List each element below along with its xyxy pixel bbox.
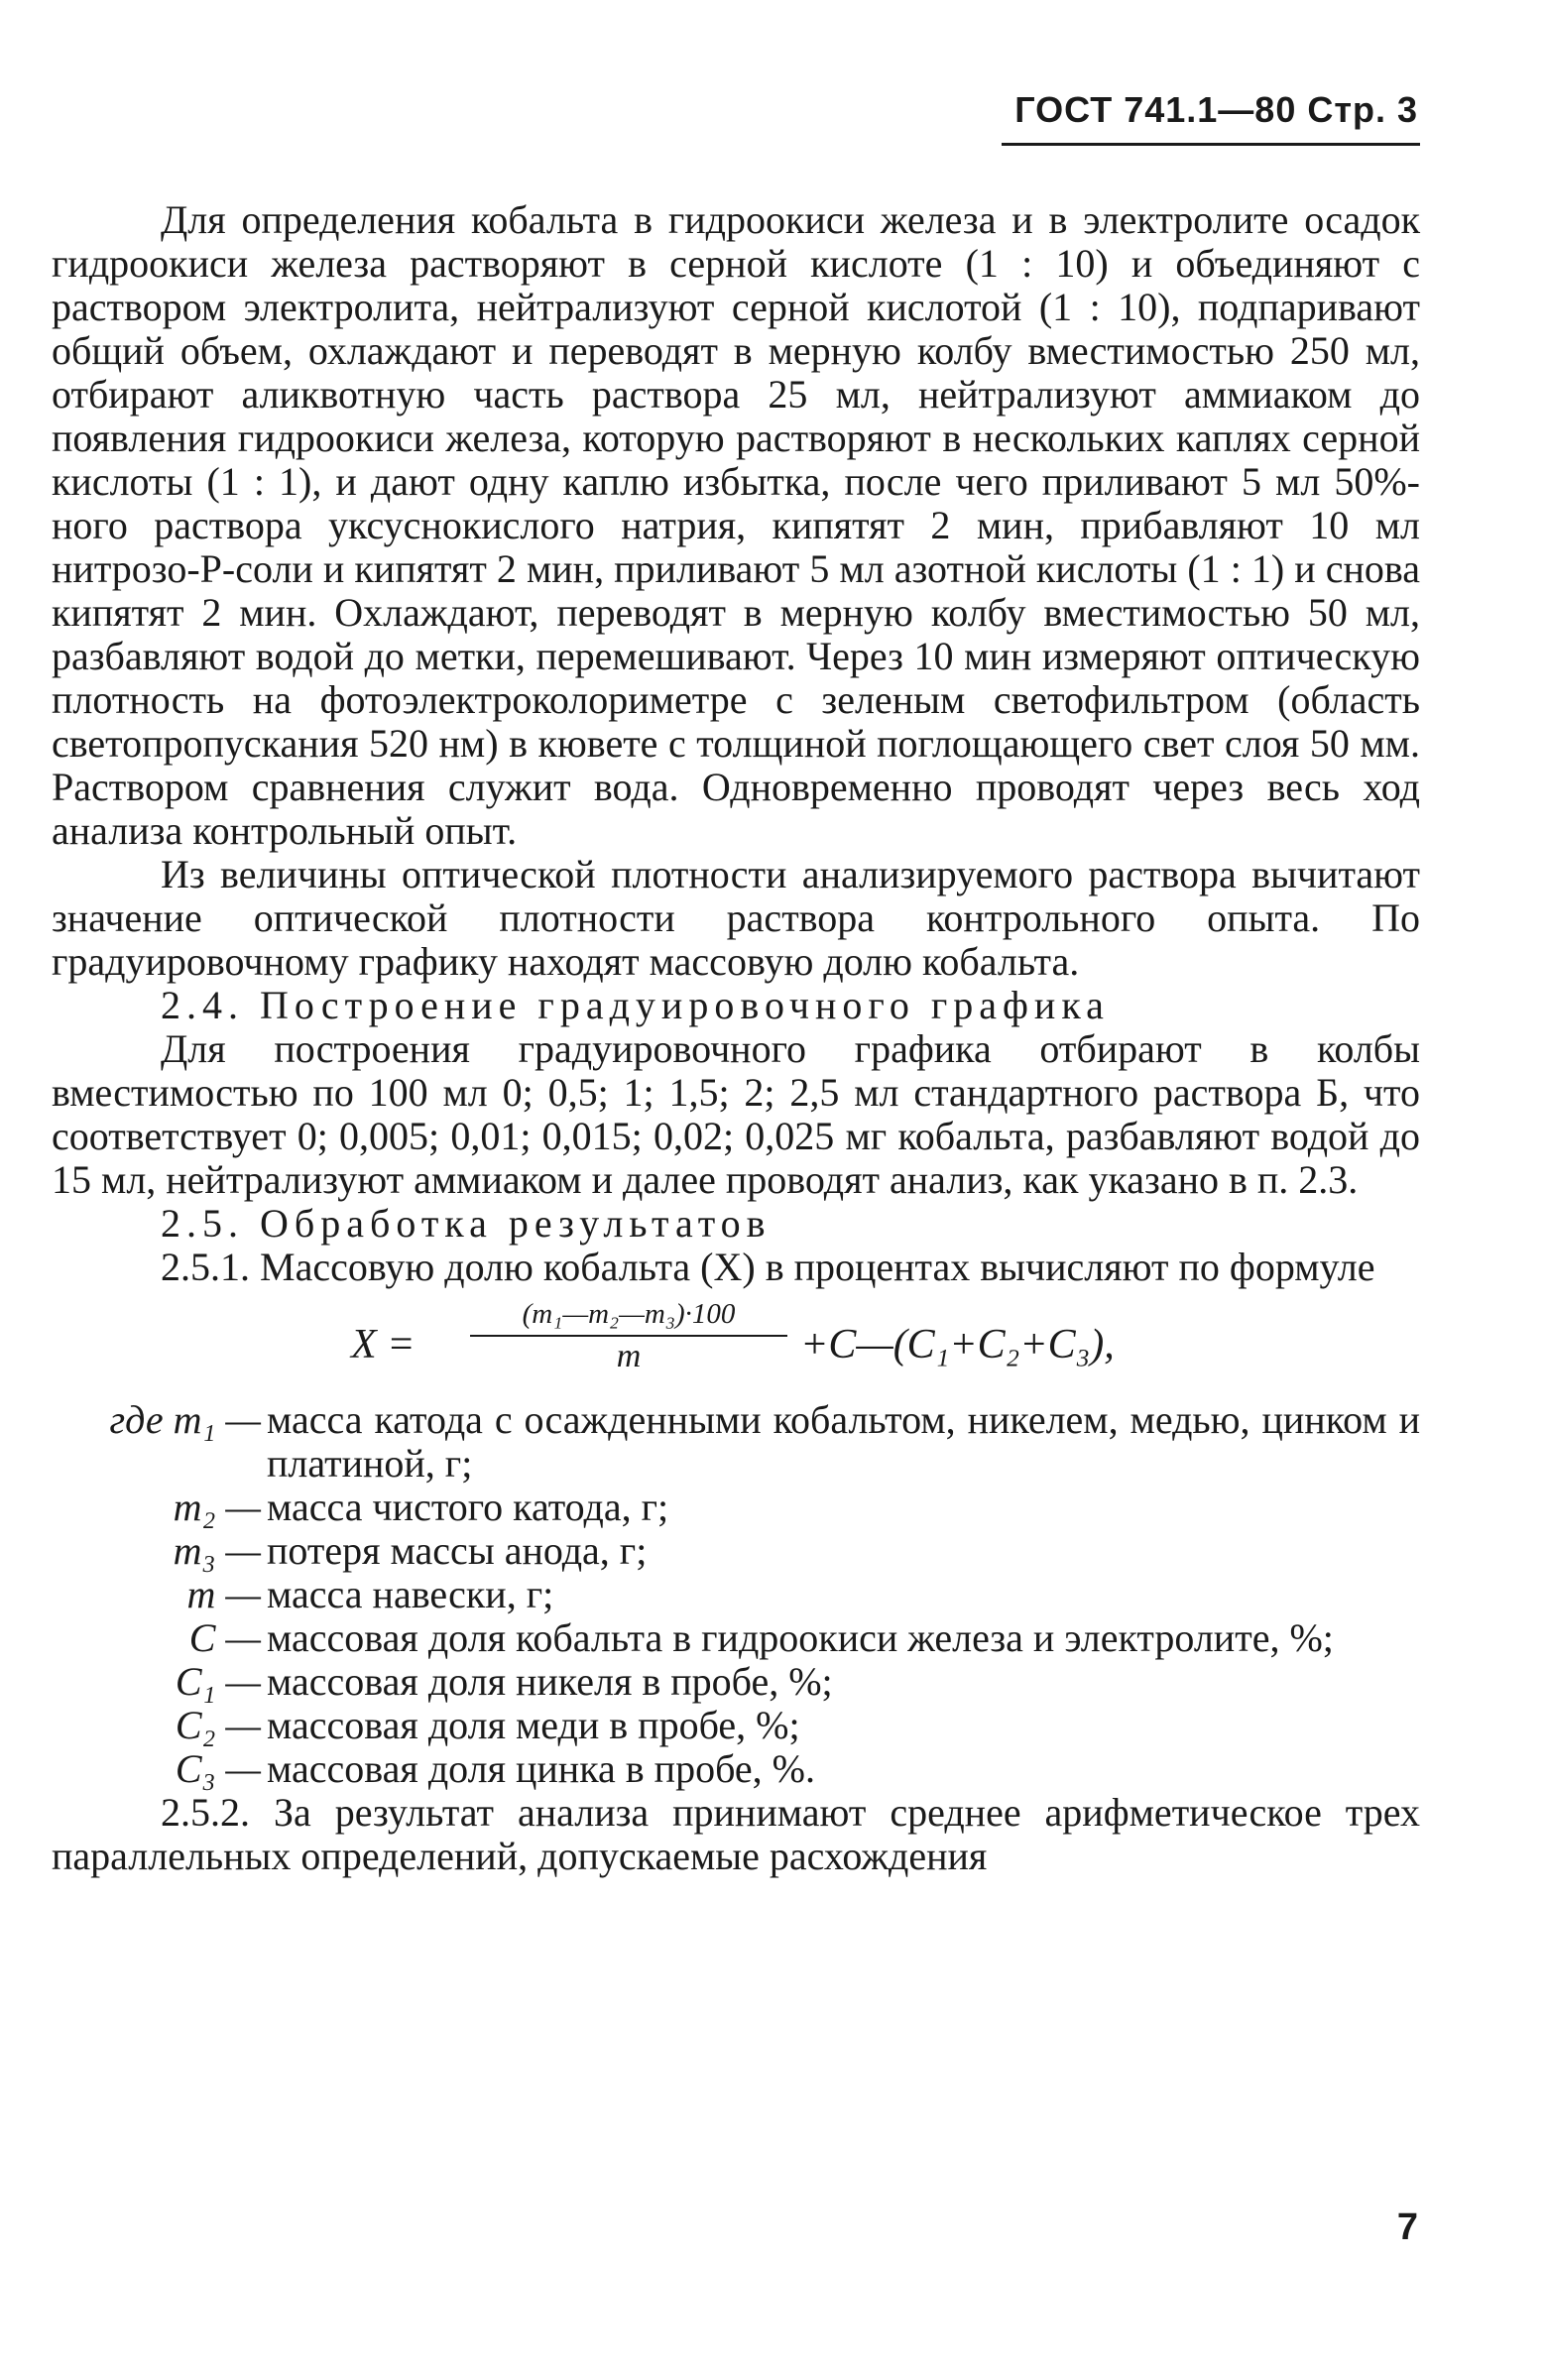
definition-m2 [52,1486,1420,1529]
definition-m3 [52,1529,1420,1573]
definition-c2 [52,1704,1420,1747]
definition-text: масса катода с осажденными кобальтом, никелем, медью, цинком и платиной, г; [267,1397,1420,1486]
definition-symbol: C₂ — [175,1703,261,1747]
formula-lhs: X = [351,1322,416,1368]
formula-denominator: m [616,1338,642,1374]
definition-symbol: m — [186,1572,261,1616]
page-number: 7 [1396,2206,1418,2248]
header-rule [1002,143,1420,146]
definition-c3 [52,1747,1420,1791]
definition-text: массовая доля кобальта в гидроокиси железа и электролите, %; [267,1615,1334,1660]
definition-symbol: m₃ — [173,1528,261,1573]
definition-symbol: m₂ — [173,1485,261,1529]
definition-m1 [52,1398,1420,1486]
definition-text: массовая доля цинка в пробе, %. [267,1746,815,1791]
definition-text: массовая доля меди в пробе, %; [267,1703,800,1747]
paragraph-2-5-1: 2.5.1. Массовую долю кобальта (X) в процентах вычисляют по формуле [161,1245,1375,1289]
definition-c [52,1616,1420,1660]
formula-numerator: (m₁—m₂—m₃)·100 [470,1297,787,1337]
definition-text: масса навески, г; [267,1572,554,1616]
formula-fraction [470,1297,787,1376]
paragraph-cobalt-in-iron-hydroxide: Для определения кобальта в гидроокиси железа и в электролите осадок гидроокиси железа растворяют в серной кислоте (1 : 10) и объединяют с раствором электролита, нейтрализуют серной кислотой (1 : 10), подпаривают общий объем, охлаждают и переводят в мерную колбу вместимостью 250 мл, отбирают аликвотную часть раствора 25 мл, нейтрализуют аммиаком до появления гидроокиси железа, которую растворяют в нескольких каплях серной кислоты (1 : 1), и дают одну каплю избытка, после чего приливают 5 мл 50%-ного раствора уксуснокислого натрия, кипятят 2 мин, прибавляют 10 мл нитрозо-Р-соли и кипятят 2 мин, приливают 5 мл азотной кислоты (1 : 1) и снова кипятят 2 мин. Охлаждают, переводят в мерную колбу вместимостью 50 мл, разбавляют водой до метки, перемешивают. Через 10 мин измеряют оптическую плотность на фотоэлектроколориметре с зеленым светофильтром (область светопропускания 520 нм) в кювете с толщиной поглощающего свет слоя 50 мм. Раствором сравнения служит вода. Одновременно проводят через весь ход анализа контрольный опыт. [52,197,1420,853]
paragraph-2-5-2: 2.5.2. За результат анализа принимают среднее арифметическое трех параллельных определений, допускаемые расхождения [52,1790,1420,1878]
definition-symbol: C₃ — [175,1746,261,1791]
page-header: ГОСТ 741.1—80 Стр. 3 [1014,89,1418,130]
definition-text: массовая доля никеля в пробе, %; [267,1659,833,1704]
formula-tail: +C—(C₁+C₂+C₃), [800,1322,1115,1368]
section-heading-2-5: 2.5. Обработка результатов [161,1201,772,1246]
definition-text: потеря массы анода, г; [267,1528,648,1573]
section-heading-2-4: 2.4. Построение градуировочного графика [161,983,1110,1027]
document-body [52,198,1420,1878]
definition-symbol: где m₁ — [109,1397,261,1442]
paragraph-calibration: Для построения градуировочного графика отбирают в колбы вместимостью по 100 мл 0; 0,5; 1; 1,5; 2; 2,5 мл стандартного раствора Б, что соответствует 0; 0,005; 0,01; 0,015; 0,02; 0,025 мг кобальта, разбавляют водой до 15 мл, нейтрализуют аммиаком и далее проводят анализ, как указано в п. 2.3. [52,1026,1420,1202]
definition-m [52,1573,1420,1616]
definition-symbol: C₁ — [175,1659,261,1704]
variable-definitions [52,1398,1420,1791]
definition-text: масса чистого катода, г; [267,1485,669,1529]
paragraph-optical-density: Из величины оптической плотности анализируемого раствора вычитают значение оптической плотности раствора контрольного опыта. По градуировочному графику находят массовую долю кобальта. [52,852,1420,984]
definition-c1 [52,1660,1420,1704]
mass-fraction-formula [52,1297,1420,1392]
definition-symbol: C — [188,1615,261,1660]
